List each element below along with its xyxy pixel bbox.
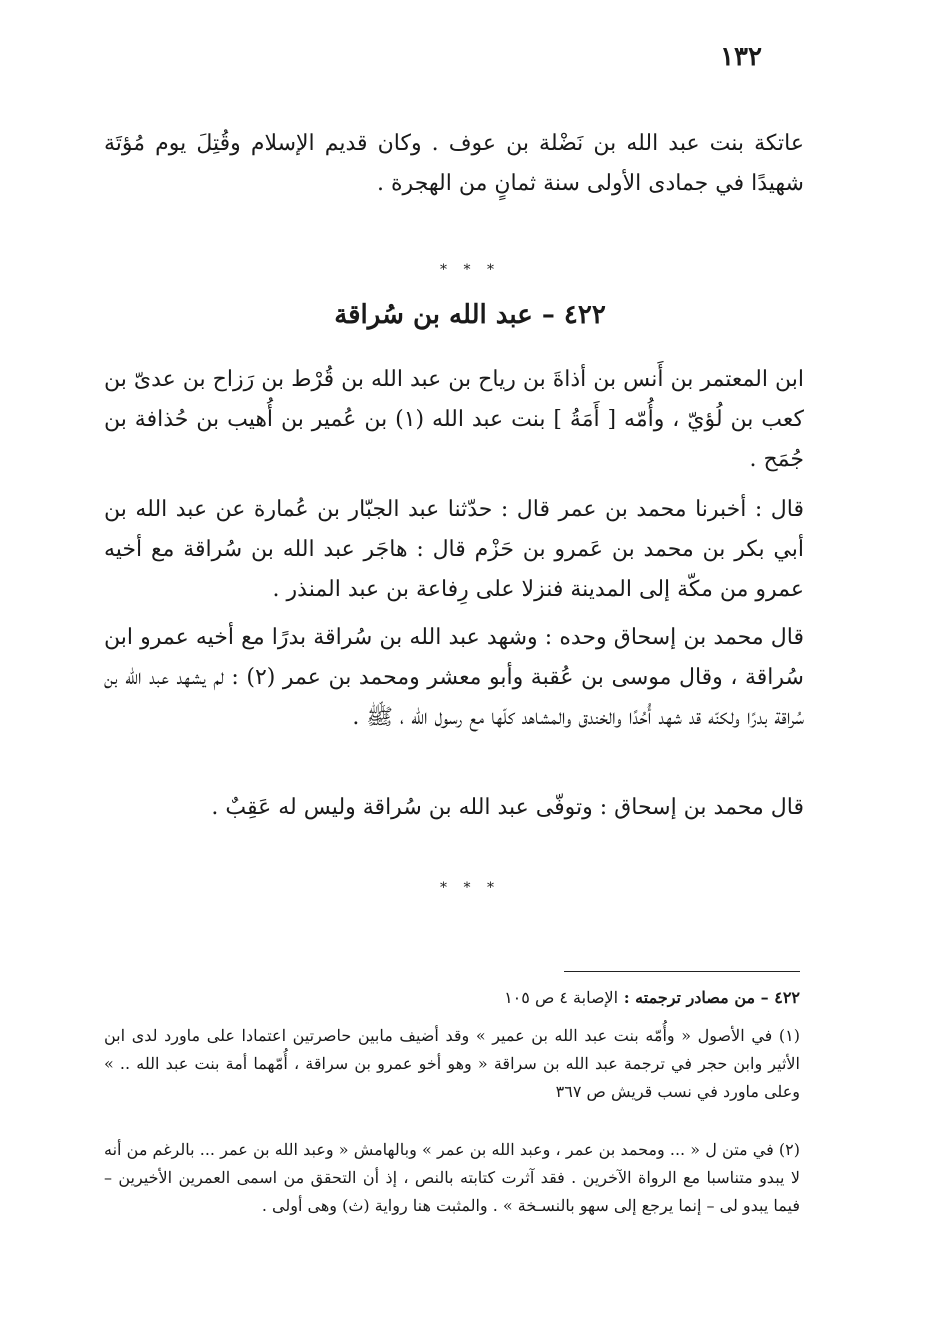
lineage-paragraph: ابن المعتمر بن أَنس بن أذاةَ بن رياح بن عبد الله بن قُرْط بن رَزاح بن عدىّ بن كعب بن لُؤيّ ، وأُمّه [ أَمَةُ ] بنت عبد الله (١) بن عُمير بن أُهيب بن حُذافة بن جُمَح . xyxy=(104,367,804,472)
section-separator: * * * xyxy=(440,262,500,278)
end-separator: * * * xyxy=(440,880,500,896)
continuation-paragraph: عاتكة بنت عبد الله بن نَضْلة بن عوف . وكان قديم الإسلام وقُتِلَ يوم مُؤتَة شهيدًا في جمادى الأولى سنة ثمانٍ من الهجرة . xyxy=(104,131,804,196)
hijra-paragraph: قال : أخبرنا محمد بن عمر قال : حدّثنا عبد الجبّار بن عُمارة عن عبد الله بن أبي بكر بن محمد بن عَمرو بن حَزْم قال : هاجَر عبد الله بن سُراقة مع أخيه عمرو من مكّة إلى المدينة فنزلا على رِفاعة بن عبد المنذر . xyxy=(104,497,804,602)
page-number: ١٣٢ xyxy=(720,42,762,72)
footnote-1: (١) في الأصول « وأُمّه بنت عبد الله بن عمير » وقد أضيف مابين حاصرتين اعتمادا على ماورد لدى ابن الأثير وابن حجر في ترجمة عبد الله بن سراقة « وهو أخو عمرو بن سراقة ، أُمّهما أمة بنت عبد الله .. » وعلى ماورد في نسب قريش ص ٣٦٧ xyxy=(104,1026,800,1101)
entry-title: ٤٢٢ – عبد الله بن سُراقة xyxy=(334,300,606,330)
badr-paragraph: قال محمد بن إسحاق وحده : وشهد عبد الله بن سُراقة بدرًا مع أخيه عمرو ابن سُراقة ، وقال موسى بن عُقبة وأبو معشر ومحمد بن عمر (٢) : لم يشهد عبد الله بن سُراقة بدرًا ولكنّه قد شهد أُحُدًا والخندق والمشاهد كلّها مع رسول الله ، ﷺ . xyxy=(104,625,804,730)
footnote-sources xyxy=(104,984,800,1012)
footnote-2: (٢) في متن ل « ... ومحمد بن عمر ، وعبد الله بن عمر » وبالهامش « وعبد الله بن عمر ... بالرغم من أنه لا يبدو متناسبا مع الرواة الآخرين . فقد آثرت كتابته بالنص ، إذ أن التحقق من اسمى العمرين الأخيرين – فيما يبدو لى – إنما يرجع إلى سهو بالنسـخة » . والمثبت هنا رواية (ث) وهى أولى . xyxy=(104,1140,800,1215)
death-paragraph: قال محمد بن إسحاق : وتوفّى عبد الله بن سُراقة وليس له عَقِبٌ . xyxy=(211,795,804,820)
footnote-rule xyxy=(564,971,800,972)
footnote-sources-text: الإصابة ٤ ص ١٠٥ xyxy=(504,988,619,1007)
footnote-sources-label: ٤٢٢ – من مصادر ترجمته : xyxy=(623,988,800,1007)
